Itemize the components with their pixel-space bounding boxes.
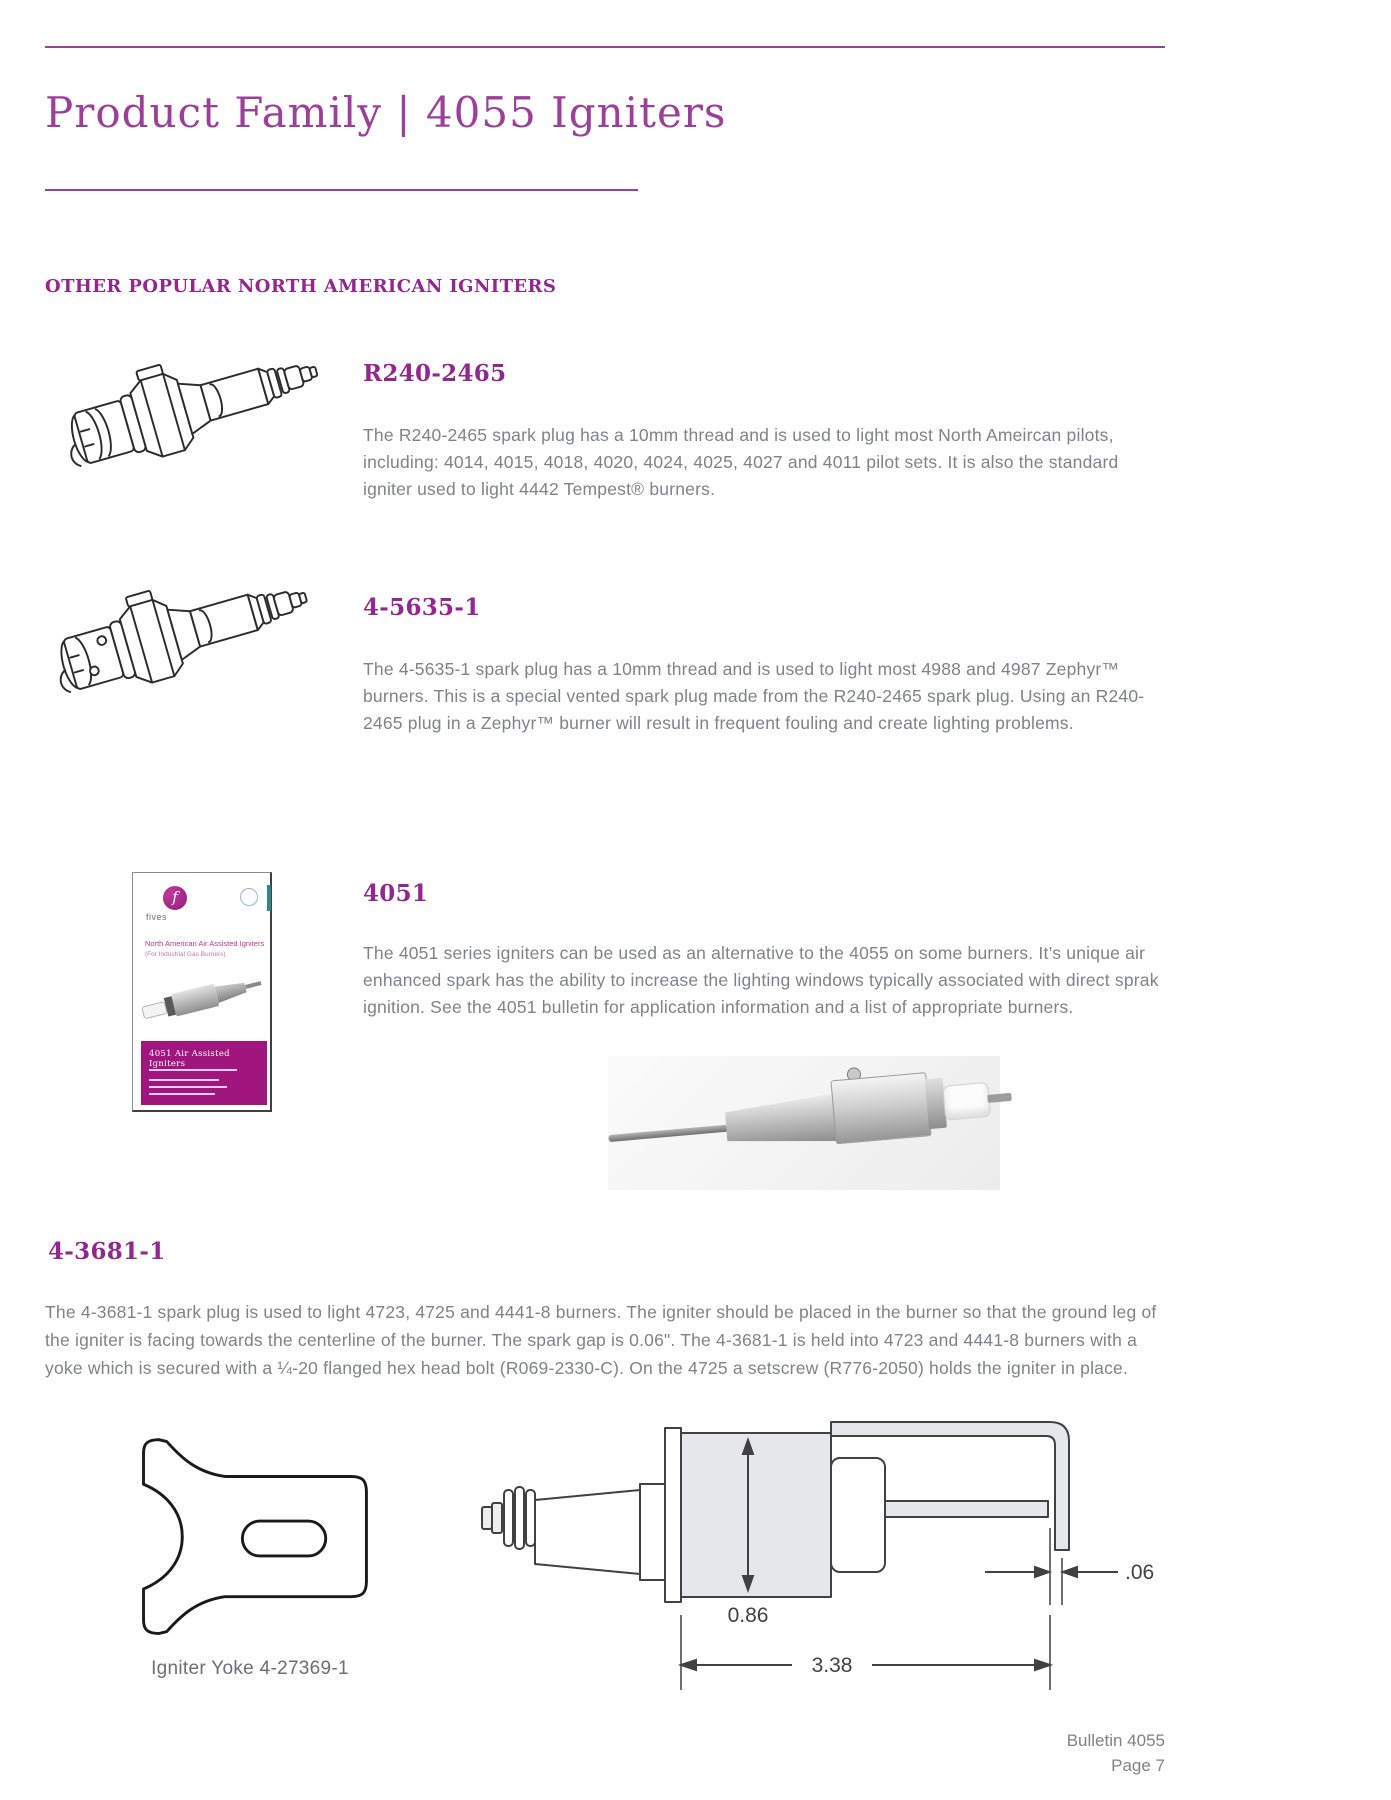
fives-logo-icon: f xyxy=(163,886,187,910)
product-heading-4051: 4051 xyxy=(363,880,429,907)
product-body-4051: The 4051 series igniters can be used as an alternative to the 4055 on some burners. It’s unique air enhanced spark has the ability to increase the lighting windows typically associated with direct sprak ignition. See the 4051 bulletin for application information and a list of appropriate burners. xyxy=(363,943,1159,1017)
page-title: Product Family | 4055 Igniters xyxy=(45,88,727,137)
section-heading-4-3681-1: 4-3681-1 xyxy=(48,1238,166,1265)
igniter-4051-photo xyxy=(608,1056,1000,1190)
band-bullet-line xyxy=(149,1079,219,1081)
title-rule xyxy=(45,189,638,191)
dim-length-label: 3.38 xyxy=(811,1654,853,1677)
band-bullet-line xyxy=(149,1086,227,1088)
fives-logo-word: fives xyxy=(146,912,168,922)
brochure-cover-title-text: North American Air Assisted Igniters xyxy=(145,939,265,948)
product-body-r240-2465: The R240-2465 spark plug has a 10mm thread and is used to light most North Ameircan pilots, including: 4014, 4015, 4018, 4020, 4024, 4025, 4027 and 4011 pilot sets. It is also the standard igniter used to light 4442 Tempest® burners. xyxy=(363,425,1119,499)
brochure-band-heading: 4051 Air Assisted Igniters xyxy=(149,1049,230,1069)
spark-plug-drawing-r240-2465 xyxy=(50,330,350,480)
brochure-4051-thumbnail xyxy=(132,872,272,1112)
top-rule xyxy=(45,46,1165,48)
igniter-dimension-drawing xyxy=(480,1400,1180,1700)
page-footer xyxy=(865,1728,1165,1778)
dim-gap-label: .06 xyxy=(1125,1561,1155,1584)
band-text-line xyxy=(149,1069,237,1071)
stamp-circle-icon xyxy=(240,888,258,906)
footer-page-number: Page 7 xyxy=(1111,1756,1165,1775)
band-bullet-line xyxy=(149,1093,215,1095)
product-body-4-5635-1: The 4-5635-1 spark plug has a 10mm thread and is used to light most 4988 and 4987 Zephyr™ burners. This is a special vented spark plug made from the R240-2465 spark plug. Using an R240-2465 plug in a Zephyr™ burner will result in frequent fouling and create lighting problems. xyxy=(363,659,1145,733)
brochure-cover-subtitle: (For Industrial Gas Burners) xyxy=(145,950,226,958)
teal-tab xyxy=(267,885,271,911)
brochure-band xyxy=(141,1041,267,1105)
footer-bulletin: Bulletin 4055 xyxy=(1066,1731,1165,1750)
igniter-yoke-drawing xyxy=(128,1428,380,1650)
product-heading-r240-2465: R240-2465 xyxy=(363,360,507,387)
dim-height-label: 0.86 xyxy=(727,1604,769,1627)
product-heading-4-5635-1: 4-5635-1 xyxy=(363,594,481,621)
section-heading: OTHER POPULAR NORTH AMERICAN IGNITERS xyxy=(45,276,557,297)
spark-plug-drawing-4-5635-1 xyxy=(42,556,337,706)
yoke-caption: Igniter Yoke 4-27369-1 xyxy=(151,1658,349,1679)
section-body-4-3681-1: The 4-3681-1 spark plug is used to light 4723, 4725 and 4441-8 burners. The igniter should be placed in the burner so that the ground leg of the igniter is facing towards the centerline of the burner. The spark gap is 0.06". The 4-3681-1 is held into 4723 and 4441-8 burners with a yoke which is secured with a ¼-20 flanged hex head bolt (R069-2330-C). On the 4725 a setscrew (R776-2050) holds the igniter in place. xyxy=(45,1302,1157,1378)
brochure-igniter-photo xyxy=(139,965,267,1037)
